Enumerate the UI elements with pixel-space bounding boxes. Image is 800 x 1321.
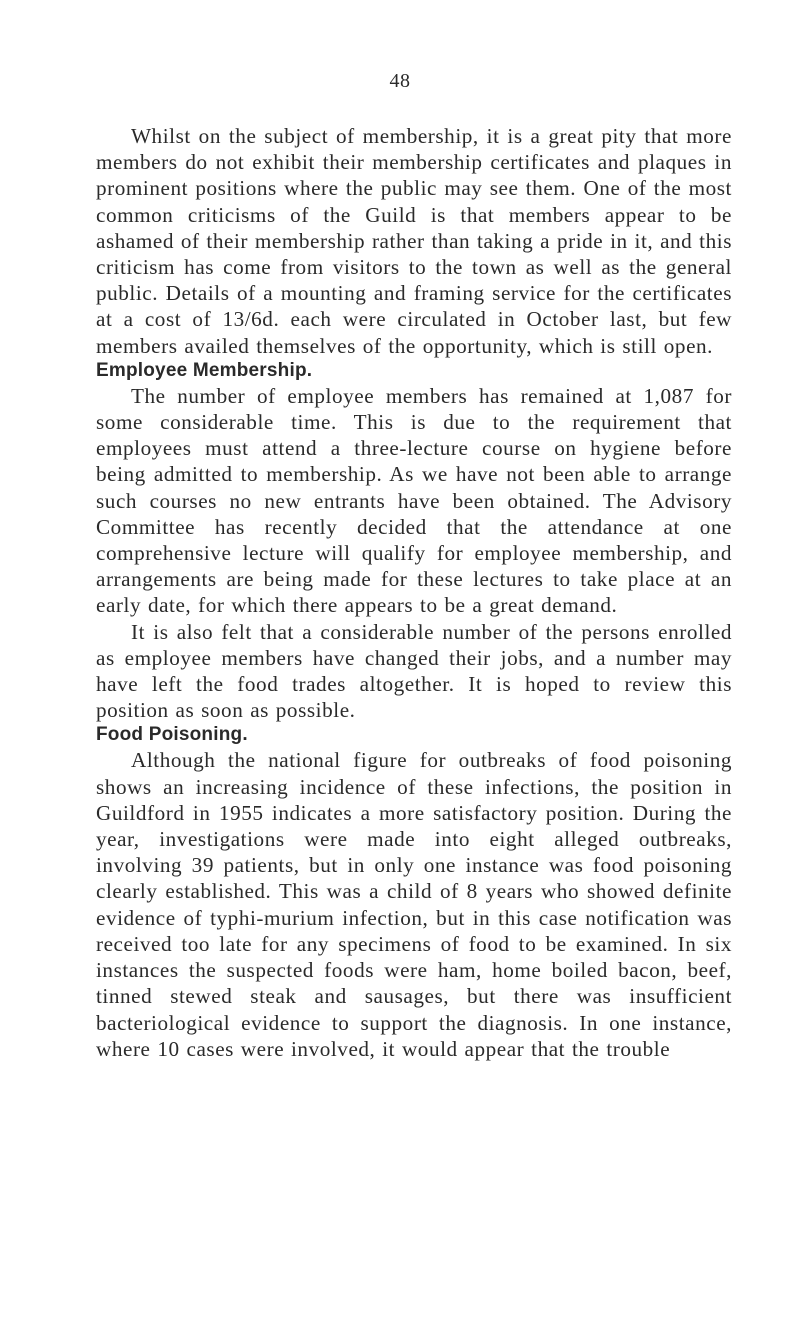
page-number: 48 [389,70,411,92]
intro-paragraph: Whilst on the subject of membership, it is a great pity that more members do not exhibit their membership certificates and plaques in prominent positions where the public may see them. One of the most common criticisms of the Guild is that members appear to be ashamed of their membership rather than taking a pride in it, and this criticism has come from visitors to the town as well as the general public. Details of a mounting and framing service for the certificates at a cost of 13/6d. each were circulated in October last, but few members availed themselves of the opportunity, which is still open. [96,124,732,358]
employee-membership-paragraph-1: The number of employee members has remained at 1,087 for some considerable time. This is due to the requirement that employees must attend a three-lecture course on hygiene before being admitted to membership. As we have not been able to arrange such courses no new entrants have been obtained. The Advisory Committee has recently decided that the attendance at one comprehensive lecture will qualify for employee membership, and arrangements are being made for these lectures to take place at an early date, for which there appears to be a great demand. [96,383,732,618]
employee-membership-paragraph-2: It is also felt that a considerable number of the persons enrolled as employee members have changed their jobs, and a number may have left the food trades altogether. It is hoped to review this position as soon as possible. [96,619,732,723]
food-poisoning-heading: Food Poisoning. [96,724,248,746]
page-body [96,123,732,1062]
food-poisoning-paragraph: Although the national figure for outbreaks of food poisoning shows an increasing incidence of these infections, the position in Guildford in 1955 indicates a more satisfactory position. During the year, investigations were made into eight alleged outbreaks, involving 39 patients, but in only one instance was food poisoning clearly established. This was a child of 8 years who showed definite evidence of typhi-murium infection, but in this case notification was received too late for any specimens of food to be examined. In six instances the suspected foods were ham, home boiled bacon, beef, tinned stewed steak and sausages, but there was insufficient bacteriological evidence to support the diagnosis. In one instance, where 10 cases were involved, it would appear that the trouble [96,748,732,1061]
employee-membership-heading: Employee Membership. [96,359,313,381]
